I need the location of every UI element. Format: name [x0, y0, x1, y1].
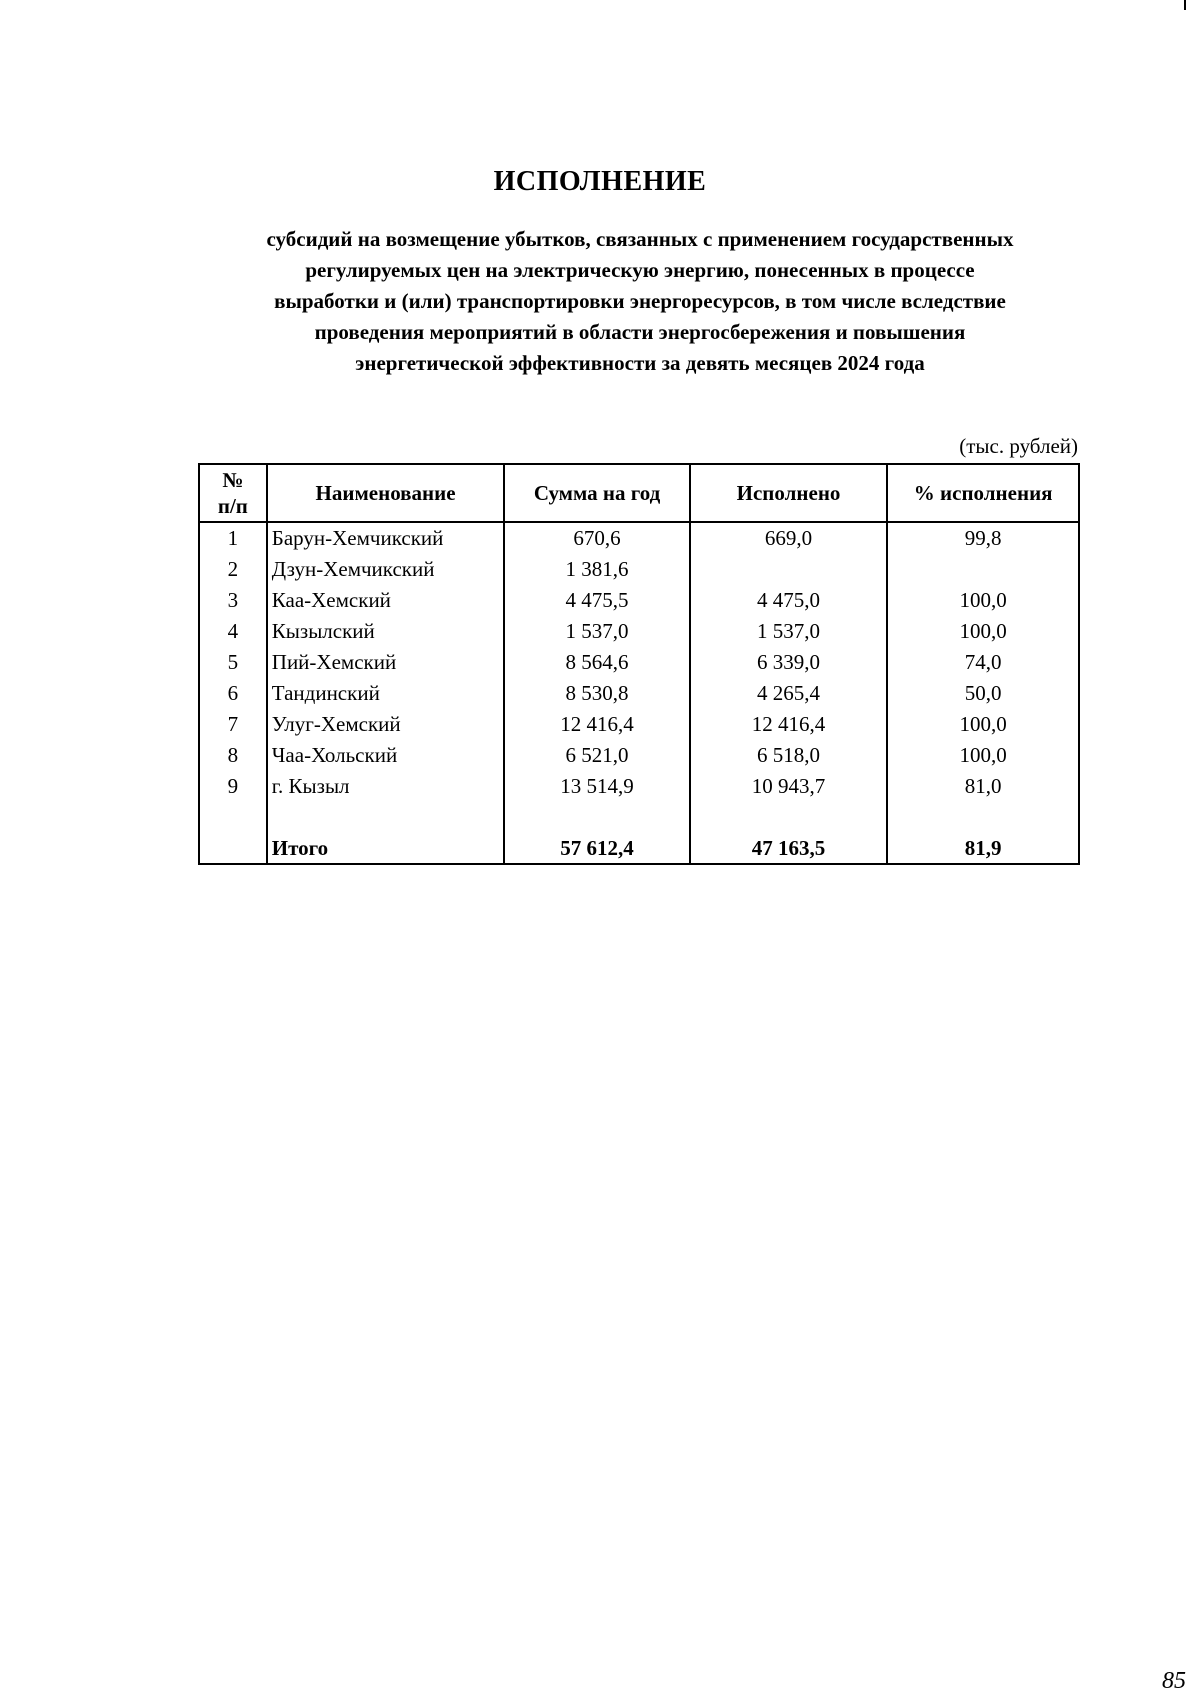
row-done: 669,0 — [690, 522, 888, 554]
row-name: Каа-Хемский — [267, 585, 505, 616]
row-num: 7 — [199, 709, 267, 740]
total-percent: 81,9 — [887, 833, 1079, 864]
subtitle-line: проведения мероприятий в области энергосбережения и повышения — [314, 320, 966, 344]
row-name: Чаа-Хольский — [267, 740, 505, 771]
row-name: Улуг-Хемский — [267, 709, 505, 740]
row-num: 6 — [199, 678, 267, 709]
header-done: Исполнено — [690, 464, 888, 522]
row-num: 3 — [199, 585, 267, 616]
units-label: (тыс. рублей) — [959, 434, 1078, 458]
row-percent: 50,0 — [887, 678, 1079, 709]
row-done: 12 416,4 — [690, 709, 888, 740]
row-done: 6 339,0 — [690, 647, 888, 678]
row-plan: 8 530,8 — [504, 678, 689, 709]
row-name: г. Кызыл — [267, 771, 505, 802]
page-number: 85 — [1162, 1668, 1186, 1694]
row-name: Тандинский — [267, 678, 505, 709]
subtitle-line: субсидий на возмещение убытков, связанных с применением государственных — [266, 227, 1014, 251]
total-row — [199, 833, 1079, 864]
row-done: 10 943,7 — [690, 771, 888, 802]
row-num: 2 — [199, 554, 267, 585]
table-row — [199, 678, 1079, 709]
spacer-row — [199, 802, 1079, 833]
row-percent: 100,0 — [887, 585, 1079, 616]
row-plan: 6 521,0 — [504, 740, 689, 771]
row-num: 8 — [199, 740, 267, 771]
row-done: 1 537,0 — [690, 616, 888, 647]
table-row — [199, 616, 1079, 647]
header-num — [199, 464, 267, 522]
row-num: 5 — [199, 647, 267, 678]
row-done: 4 475,0 — [690, 585, 888, 616]
row-plan: 4 475,5 — [504, 585, 689, 616]
header-num-pp: п/п — [217, 494, 248, 518]
row-percent — [887, 554, 1079, 585]
table-row — [199, 554, 1079, 585]
table-row — [199, 771, 1079, 802]
row-plan: 8 564,6 — [504, 647, 689, 678]
total-label: Итого — [267, 833, 505, 864]
row-percent: 74,0 — [887, 647, 1079, 678]
header-name: Наименование — [267, 464, 505, 522]
scan-corner-mark — [1184, 0, 1186, 10]
row-done: 6 518,0 — [690, 740, 888, 771]
row-done: 4 265,4 — [690, 678, 888, 709]
table-header-row — [199, 464, 1079, 522]
row-num: 9 — [199, 771, 267, 802]
row-percent: 99,8 — [887, 522, 1079, 554]
row-plan: 670,6 — [504, 522, 689, 554]
row-percent: 100,0 — [887, 740, 1079, 771]
table-row — [199, 522, 1079, 554]
row-plan: 12 416,4 — [504, 709, 689, 740]
row-plan: 13 514,9 — [504, 771, 689, 802]
table-row — [199, 740, 1079, 771]
table-row — [199, 647, 1079, 678]
row-num: 4 — [199, 616, 267, 647]
row-percent: 100,0 — [887, 709, 1079, 740]
row-name: Барун-Хемчикский — [267, 522, 505, 554]
row-name: Кызылский — [267, 616, 505, 647]
table-row — [199, 709, 1079, 740]
row-name: Пий-Хемский — [267, 647, 505, 678]
table-row — [199, 585, 1079, 616]
header-percent: % исполнения — [887, 464, 1079, 522]
row-plan: 1 537,0 — [504, 616, 689, 647]
document-title: ИСПОЛНЕНИЕ — [493, 166, 707, 197]
row-percent: 100,0 — [887, 616, 1079, 647]
header-num-symbol: № — [222, 468, 244, 492]
row-num: 1 — [199, 522, 267, 554]
subtitle-line: выработки и (или) транспортировки энергоресурсов, в том числе вследствие — [274, 289, 1006, 313]
header-plan: Сумма на год — [504, 464, 689, 522]
document-subtitle — [200, 224, 1080, 379]
execution-table — [198, 463, 1080, 865]
row-percent: 81,0 — [887, 771, 1079, 802]
row-plan: 1 381,6 — [504, 554, 689, 585]
row-name: Дзун-Хемчикский — [267, 554, 505, 585]
total-num — [199, 833, 267, 864]
total-done: 47 163,5 — [690, 833, 888, 864]
total-plan: 57 612,4 — [504, 833, 689, 864]
row-done — [690, 554, 888, 585]
subtitle-line: энергетической эффективности за девять месяцев 2024 года — [355, 351, 925, 375]
subtitle-line: регулируемых цен на электрическую энергию, понесенных в процессе — [305, 258, 975, 282]
